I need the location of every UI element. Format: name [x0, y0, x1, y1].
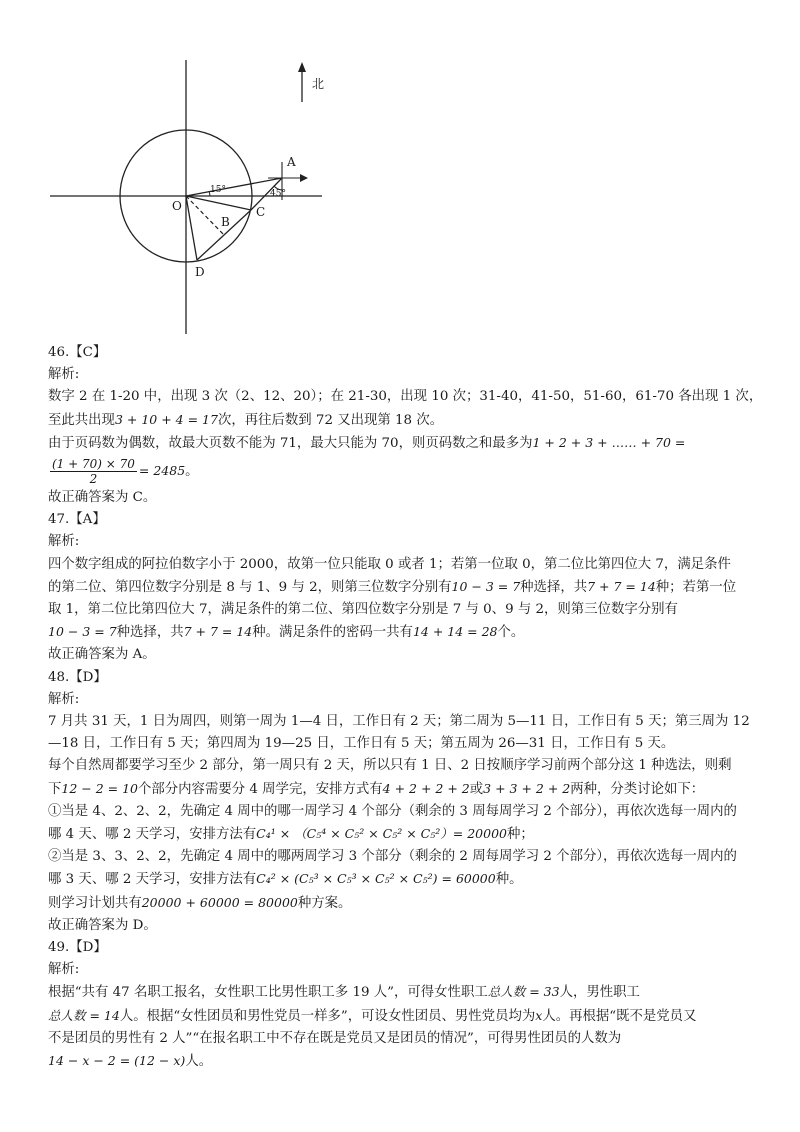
q48-text: 下: [48, 781, 62, 797]
q48-text: 种。: [495, 872, 523, 888]
q46-header: 46.【C】: [48, 345, 107, 360]
q48-formula: C₄² × (C₅³ × C₅³ × C₅² × C₅²) = 60000: [256, 871, 496, 887]
q47-formula: 7 + 7 = 14: [183, 624, 253, 640]
q48-formula: C₄¹ × （C₅⁴ × C₅² × C₅² × C₅²）= 20000: [256, 826, 507, 842]
q49-header: 49.【D】: [48, 940, 107, 956]
label-angle-15: 15°: [210, 185, 226, 195]
q46-text: 由于页码数为偶数，故最大页数不能为 71，最大只能为 70，则页码数之和最多为: [48, 435, 533, 451]
q46-text: 至此共出现: [48, 412, 115, 428]
label-O: O: [172, 199, 182, 213]
north-label: 北: [312, 77, 325, 91]
label-A: A: [287, 155, 296, 169]
q48-line6: [48, 823, 768, 846]
q48-line3: 每个自然周都要学习至少 2 部分，第一周只有 2 天，所以只有 1 日、2 日按顺序学习前两个部分这 1 种选法，则剩: [48, 758, 732, 774]
line-OC: [186, 196, 251, 210]
q46-text: 。: [185, 464, 199, 480]
label-B: B: [221, 215, 230, 229]
q47-answer: 故正确答案为 A。: [48, 647, 156, 663]
q49-text: 人，男性职工: [559, 985, 640, 1001]
q47-text: 种选择，共: [116, 625, 184, 641]
label-D: D: [195, 265, 205, 279]
q47-analysis-label: 解析:: [48, 534, 80, 550]
q48-line2: —18 日，工作日有 5 天；第四周为 19—25 日，工作日有 5 天；第五周为 26—31 日，工作日有 5 天。: [48, 736, 675, 752]
q48-line8: [48, 868, 768, 891]
q49-line3: 不是团员的男性有 2 人”“在报名职工中不存在既是党员又是团员的情况”，可得男性团员的人数为: [48, 1030, 622, 1046]
q47-text: 种选择，共: [520, 579, 588, 595]
q47-line3: 取 1，第二位比第四位大 7，满足条件的第二位、第四位数字分别是 7 与 0、9 与 2，则第三位数字分别有: [48, 602, 678, 618]
label-C: C: [256, 205, 266, 219]
q46-line2: [48, 409, 768, 432]
line-OD: [186, 196, 197, 260]
q48-formula: 20000 + 60000 = 80000: [141, 894, 298, 910]
north-arrowhead: [298, 62, 306, 72]
q46-line3: [48, 432, 768, 455]
q48-text: 哪 3 天、哪 2 天学习，安排方法有: [48, 872, 257, 888]
q48-line7: ②当是 3、3、2、2，先确定 4 周中的哪两周学习 3 个部分（剩余的 2 周每周学习 2 个部分），再依次选每一周内的: [48, 849, 737, 865]
q48-line4: [48, 778, 768, 801]
solution-text: [48, 342, 768, 1073]
q48-text: 个部分内容需要分 4 周学完，安排方式有: [138, 781, 383, 797]
q49-text: 人。再根据“既不是党员又: [542, 1008, 697, 1024]
q47-line1: 四个数字组成的阿拉伯数字小于 2000，故第一位只能取 0 或者 1；若第一位取 0，第二位比第四位大 7，满足条件: [48, 556, 731, 572]
q49-text: 人。: [185, 1054, 213, 1070]
q47-text: 种；若第一位: [655, 579, 737, 595]
q46-formula: 3 + 10 + 4 = 17: [114, 411, 218, 427]
q48-text: 种方案。: [297, 895, 352, 911]
q46-text: 次，再往后数到 72 又出现第 18 次。: [217, 412, 444, 428]
q48-line1: 7 月共 31 天，1 日为周四，则第一周为 1—4 日，工作日有 2 天；第二周为 5—11 日，工作日有 5 天；第三周为 12: [48, 714, 750, 730]
q49-formula: 总人数 = 33: [487, 984, 560, 1000]
q48-text: 哪 4 天、哪 2 天学习，安排方法有: [48, 827, 257, 843]
q48-text: 两种，分类讨论如下：: [570, 781, 705, 797]
q48-formula: 4 + 2 + 2 + 2: [382, 780, 470, 796]
q48-line5: ①当是 4、2、2、2，先确定 4 周中的哪一周学习 4 个部分（剩余的 3 周每周学习 2 个部分），再依次选每一周内的: [48, 803, 737, 819]
q46-formula: = 2485: [138, 463, 186, 479]
q46-line4: [48, 455, 768, 487]
q47-text: 个。: [497, 625, 525, 641]
fraction-numerator: (1 + 70) × 70: [52, 457, 135, 472]
fraction-denominator: 2: [89, 472, 98, 487]
a-arrowhead: [300, 174, 308, 182]
q49-formula: 总人数 = 14: [48, 1007, 120, 1023]
q47-formula: 10 − 3 = 7: [451, 578, 521, 594]
q49-text: 人。根据“女性团员和男性党员一样多”，可设女性团员、男性党员均为: [119, 1008, 536, 1024]
label-angle-45: 45°: [270, 189, 286, 199]
q47-header: 47.【A】: [48, 512, 106, 528]
q46-fraction: [50, 457, 137, 486]
q48-answer: 故正确答案为 D。: [48, 917, 157, 933]
q49-formula: 14 − x − 2 = (12 − x): [48, 1053, 186, 1069]
q47-line2: [48, 576, 768, 599]
q48-line9: [48, 892, 768, 915]
diagram-svg: [40, 50, 340, 340]
q49-analysis-label: 解析:: [48, 962, 80, 978]
q47-text: 的第二位、第四位数字分别是 8 与 1、9 与 2，则第三位数字分别有: [48, 579, 452, 595]
q47-text: 种。满足条件的密码一共有: [252, 625, 413, 641]
q48-text: 则学习计划共有: [48, 895, 142, 911]
q47-formula: 14 + 14 = 28: [412, 624, 498, 640]
geometry-figure: [40, 50, 340, 340]
q47-line4: [48, 621, 768, 644]
q48-formula: 3 + 3 + 2 + 2: [483, 780, 571, 796]
q48-analysis-label: 解析:: [48, 691, 80, 707]
q48-text: 或: [469, 781, 484, 797]
q46-answer: 故正确答案为 C。: [48, 490, 157, 506]
q46-line1: 数字 2 在 1-20 中，出现 3 次（2、12、20）；在 21-30，出现 10 次；31-40，41-50，51-60，61-70 各出现 1 次，: [48, 389, 763, 405]
q48-formula: 12 − 2 = 10: [61, 780, 138, 796]
q46-formula: 1 + 2 + 3 + …… + 70 =: [532, 434, 686, 450]
q46-analysis-label: 解析:: [48, 367, 80, 383]
q48-header: 48.【D】: [48, 669, 107, 685]
q49-text: 根据“共有 47 名职工报名，女性职工比男性职工多 19 人”，可得女性职工: [48, 985, 488, 1001]
q49-variable: x: [535, 1007, 543, 1023]
q49-line2: [48, 1005, 768, 1028]
q49-line1: [48, 981, 768, 1004]
q49-line4: [48, 1050, 768, 1073]
q47-formula: 7 + 7 = 14: [587, 578, 656, 594]
q48-text: 种；: [506, 827, 534, 843]
q47-formula: 10 − 3 = 7: [48, 624, 117, 640]
